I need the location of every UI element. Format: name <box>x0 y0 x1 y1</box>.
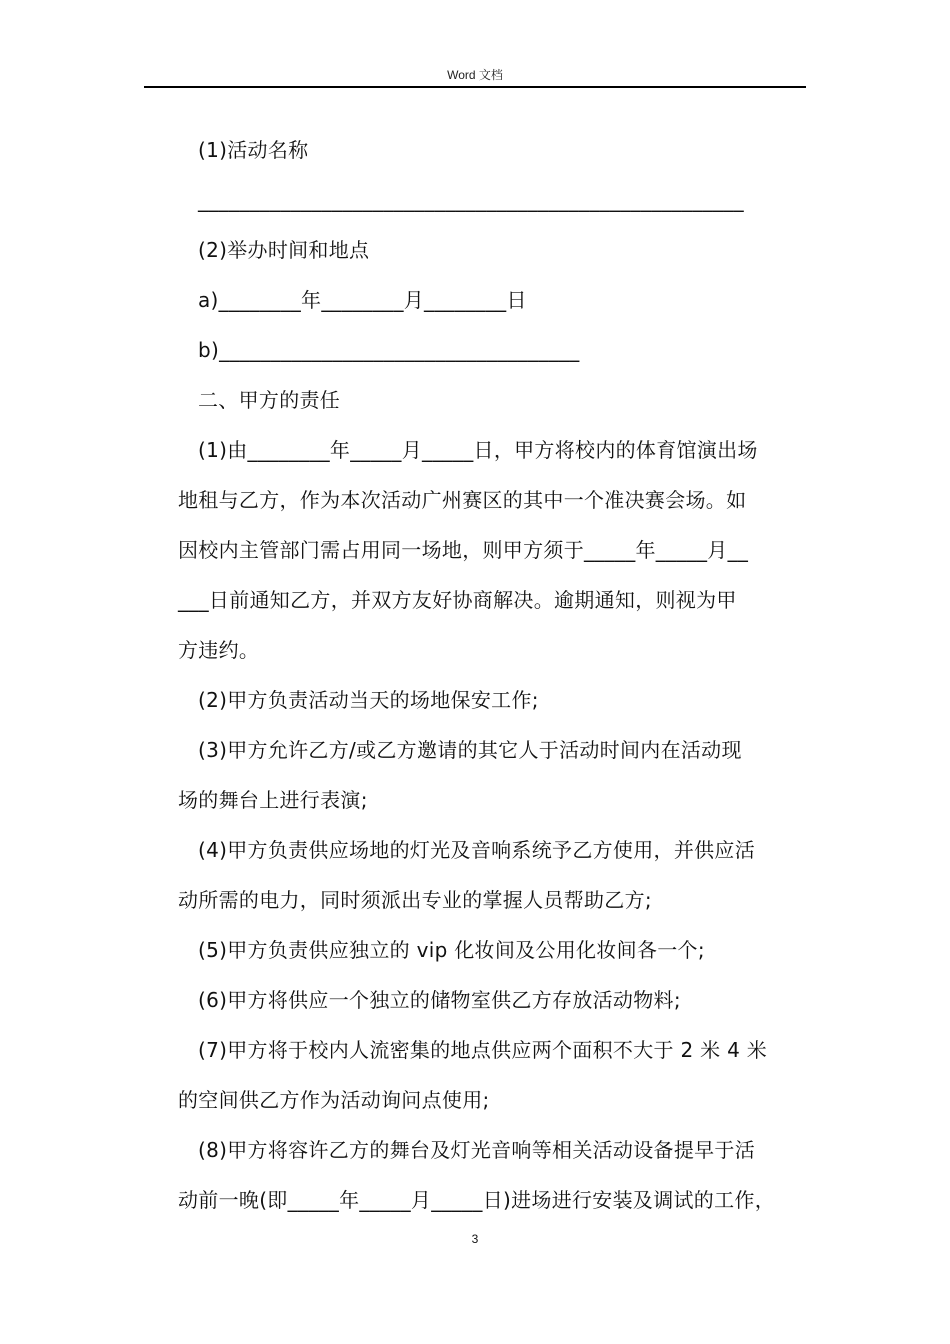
text-line: ___日前通知乙方，并双方友好协商解决。逾期通知，则视为甲 <box>178 588 737 612</box>
text-line: (8)甲方将容许乙方的舞台及灯光音响等相关活动设备提早于活 <box>198 1138 756 1162</box>
section-heading: 二、甲方的责任 <box>198 388 341 412</box>
text-line: (4)甲方负责供应场地的灯光及音响系统予乙方使用，并供应活 <box>198 838 756 862</box>
page-header: Word 文档 <box>447 68 503 82</box>
text-line: (1)由________年_____月_____日，甲方将校内的体育馆演出场 <box>198 438 758 462</box>
text-line: 方违约。 <box>178 638 260 662</box>
location-blank-line: b)___________________________________ <box>198 338 580 362</box>
date-blank-line: a)________年________月________日 <box>198 288 527 312</box>
header-rule <box>144 86 806 88</box>
text-line: 因校内主管部门需占用同一场地，则甲方须于_____年_____月__ <box>178 538 749 562</box>
page-number: 3 <box>471 1232 479 1246</box>
blank-line: _____________________________________________________ <box>198 188 744 212</box>
text-line: (3)甲方允许乙方/或乙方邀请的其它人于活动时间内在活动现 <box>198 738 742 762</box>
text-line: (6)甲方将供应一个独立的储物室供乙方存放活动物料; <box>198 988 681 1012</box>
text-line: (1)活动名称 <box>198 138 309 162</box>
text-line: 地租与乙方，作为本次活动广州赛区的其中一个准决赛会场。如 <box>178 488 747 512</box>
text-line: 场的舞台上进行表演; <box>178 788 368 812</box>
text-line: (5)甲方负责供应独立的 vip 化妆间及公用化妆间各一个; <box>198 938 705 962</box>
text-line: 动前一晚(即_____年_____月_____日)进场进行安装及调试的工作， <box>178 1188 776 1212</box>
text-line: (2)举办时间和地点 <box>198 238 370 262</box>
text-line: 动所需的电力，同时须派出专业的掌握人员帮助乙方; <box>178 888 652 912</box>
text-line: 的空间供乙方作为活动询问点使用; <box>178 1088 490 1112</box>
text-line: (7)甲方将于校内人流密集的地点供应两个面积不大于 2 米 4 米 <box>198 1038 768 1062</box>
text-line: (2)甲方负责活动当天的场地保安工作; <box>198 688 539 712</box>
